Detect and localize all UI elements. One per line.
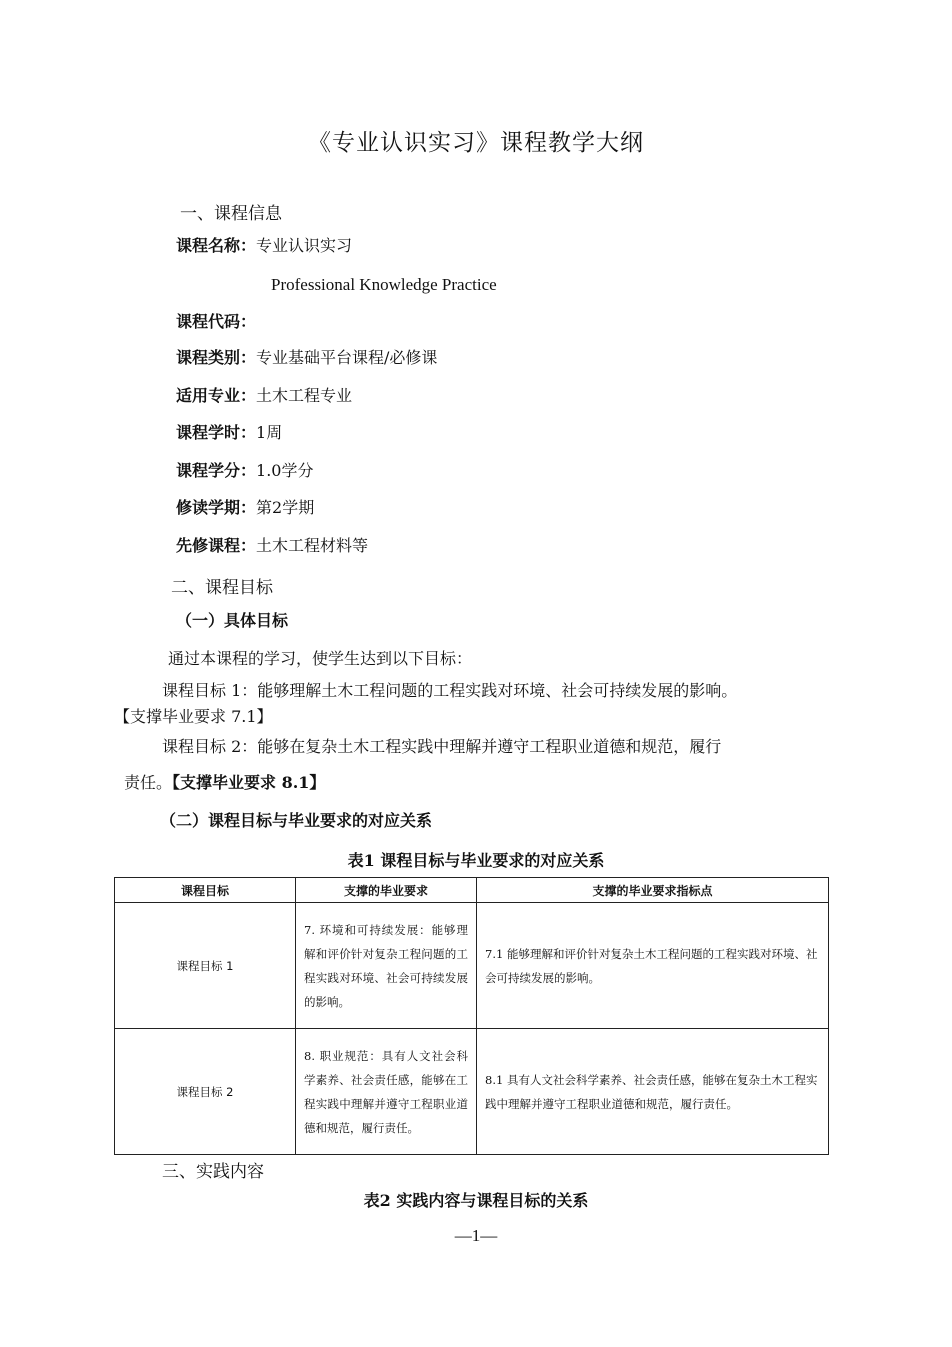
field-label: 修读学期：: [176, 498, 257, 517]
table-row: [115, 1029, 829, 1155]
table-header-cell: 课程目标: [115, 878, 296, 903]
table-cell-indicator: 8.1 具有人文社会科学素养、社会责任感，能够在复杂土木工程实践中理解并遵守工程职业道德和规范，履行责任。: [477, 1029, 829, 1155]
objective-2-text: 课程目标 2：能够在复杂土木工程实践中理解并遵守工程职业道德和规范，履行: [162, 737, 722, 756]
field-course-code: [176, 312, 256, 332]
table-header-cell: 支撑的毕业要求指标点: [477, 878, 829, 903]
objective-2-continued: [124, 773, 325, 793]
table-header-row: [115, 878, 829, 903]
field-value: 专业认识实习: [256, 236, 353, 255]
objective-2-tail: 责任。: [124, 773, 173, 792]
table1-caption: 表1 课程目标与毕业要求的对应关系: [347, 851, 605, 870]
field-value: 土木工程专业: [256, 386, 353, 405]
table-header-cell: 支撑的毕业要求: [296, 878, 477, 903]
objective-2-support: 【支撑毕业要求 8.1】: [172, 773, 326, 792]
field-credits: [176, 461, 313, 481]
page-number: —1—: [454, 1226, 498, 1245]
field-value: 土木工程材料等: [256, 536, 369, 555]
table-cell-goal: 课程目标 2: [115, 1029, 296, 1155]
subsection-objective-mapping: （二）课程目标与毕业要求的对应关系: [160, 811, 433, 830]
page-title: 《专业认识实习》课程教学大纲: [308, 130, 644, 156]
course-name-english: Professional Knowledge Practice: [271, 275, 497, 294]
table-cell-indicator: 7.1 能够理解和评价针对复杂土木工程问题的工程实践对环境、社会可持续发展的影响。: [477, 903, 829, 1029]
objectives-intro: 通过本课程的学习，使学生达到以下目标：: [168, 649, 473, 668]
field-label: 先修课程：: [176, 536, 257, 555]
table-row: [115, 903, 829, 1029]
field-course-category: [176, 348, 437, 368]
section-course-info: 一、课程信息: [180, 204, 282, 224]
objective-1-text: 课程目标 1：能够理解土木工程问题的工程实践对环境、社会可持续发展的影响。: [162, 681, 738, 700]
subsection-specific-objectives: （一）具体目标: [176, 611, 289, 630]
objective-1-support: 【支撑毕业要求 7.1】: [114, 707, 273, 726]
field-hours: [176, 423, 282, 443]
table-cell-requirement: 8. 职业规范：具有人文社会科学素养、社会责任感，能够在工程实践中理解并遵守工程职业道德和规范，履行责任。: [296, 1029, 477, 1155]
table-cell-goal: 课程目标 1: [115, 903, 296, 1029]
field-label: 课程代码：: [176, 312, 257, 331]
field-label: 课程类别：: [176, 348, 257, 367]
field-value: 专业基础平台课程/必修课: [256, 348, 438, 367]
field-semester: [176, 498, 314, 518]
section-course-objectives: 二、课程目标: [171, 578, 273, 598]
objectives-requirements-table: [114, 877, 829, 1155]
field-label: 课程学分：: [176, 461, 257, 480]
field-course-name: [176, 236, 352, 256]
field-prerequisites: [176, 536, 368, 556]
field-value: 第2学期: [256, 498, 315, 517]
table2-caption: 表2 实践内容与课程目标的关系: [363, 1191, 589, 1210]
field-major: [176, 386, 352, 406]
field-label: 课程学时：: [176, 423, 257, 442]
field-label: 适用专业：: [176, 386, 257, 405]
field-value: 1周: [256, 423, 283, 442]
field-label: 课程名称：: [176, 236, 257, 255]
section-practice-content: 三、实践内容: [162, 1162, 264, 1182]
field-value: 1.0学分: [256, 461, 314, 480]
table-cell-requirement: 7. 环境和可持续发展：能够理解和评价针对复杂工程问题的工程实践对环境、社会可持续发展的影响。: [296, 903, 477, 1029]
